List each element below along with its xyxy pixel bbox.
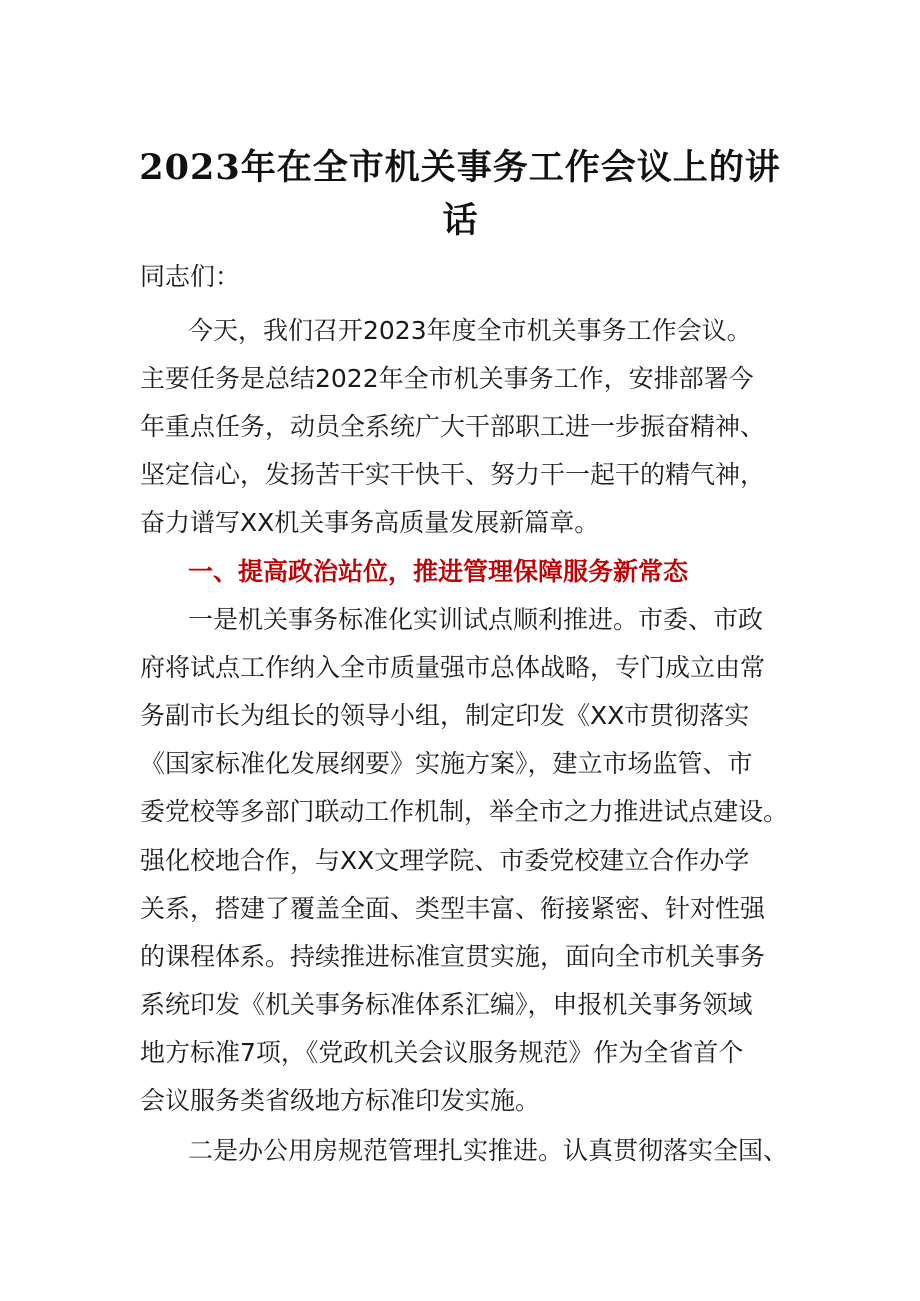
section-1-heading: 一、提高政治站位，推进管理保障服务新常态 [188,557,689,586]
document-title-line-2: 话 [442,200,478,241]
section-1-para-2-line-1: 二是办公用房规范管理扎实推进。认真贯彻落实全国、 [188,1136,789,1165]
section-1-line-1: 一是机关事务标准化实训试点顺利推进。市委、市政 [188,605,764,634]
section-1-line-10: 地方标准7项，《党政机关会议服务规范》作为全省首个 [140,1038,744,1067]
section-1-line-4: 《国家标准化发展纲要》实施方案》，建立市场监管、市 [140,749,753,778]
section-1-line-6: 强化校地合作，与XX文理学院、市委党校建立合作办学 [140,846,750,875]
section-1-line-8: 的课程体系。持续推进标准宣贯实施，面向全市机关事务 [140,942,766,971]
intro-line-5: 奋力谱写XX机关事务高质量发展新篇章。 [140,508,600,537]
salutation: 同志们： [140,262,241,291]
document-title-line-1: 2023年在全市机关事务工作会议上的讲 [139,147,781,188]
section-1-line-11: 会议服务类省级地方标准印发实施。 [140,1086,541,1115]
section-1-line-9: 系统印发《机关事务标准体系汇编》，申报机关事务领域 [140,990,753,1019]
intro-line-3: 年重点任务，动员全系统广大干部职工进一步振奋精神、 [140,412,766,441]
intro-line-4: 坚定信心，发扬苦干实干快干、努力干一起干的精气神， [140,460,766,489]
section-1-line-3: 务副市长为组长的领导小组，制定印发《XX市贯彻落实 [140,701,750,730]
section-1-line-5: 委党校等多部门联动工作机制，举全市之力推进试点建设。 [140,797,789,826]
intro-line-2: 主要任务是总结2022年全市机关事务工作，安排部署今 [140,364,754,393]
section-1-line-7: 关系，搭建了覆盖全面、类型丰富、衔接紧密、针对性强 [140,894,766,923]
section-1-line-2: 府将试点工作纳入全市质量强市总体战略，专门成立由常 [140,653,766,682]
intro-line-1: 今天，我们召开2023年度全市机关事务工作会议。 [188,316,752,345]
